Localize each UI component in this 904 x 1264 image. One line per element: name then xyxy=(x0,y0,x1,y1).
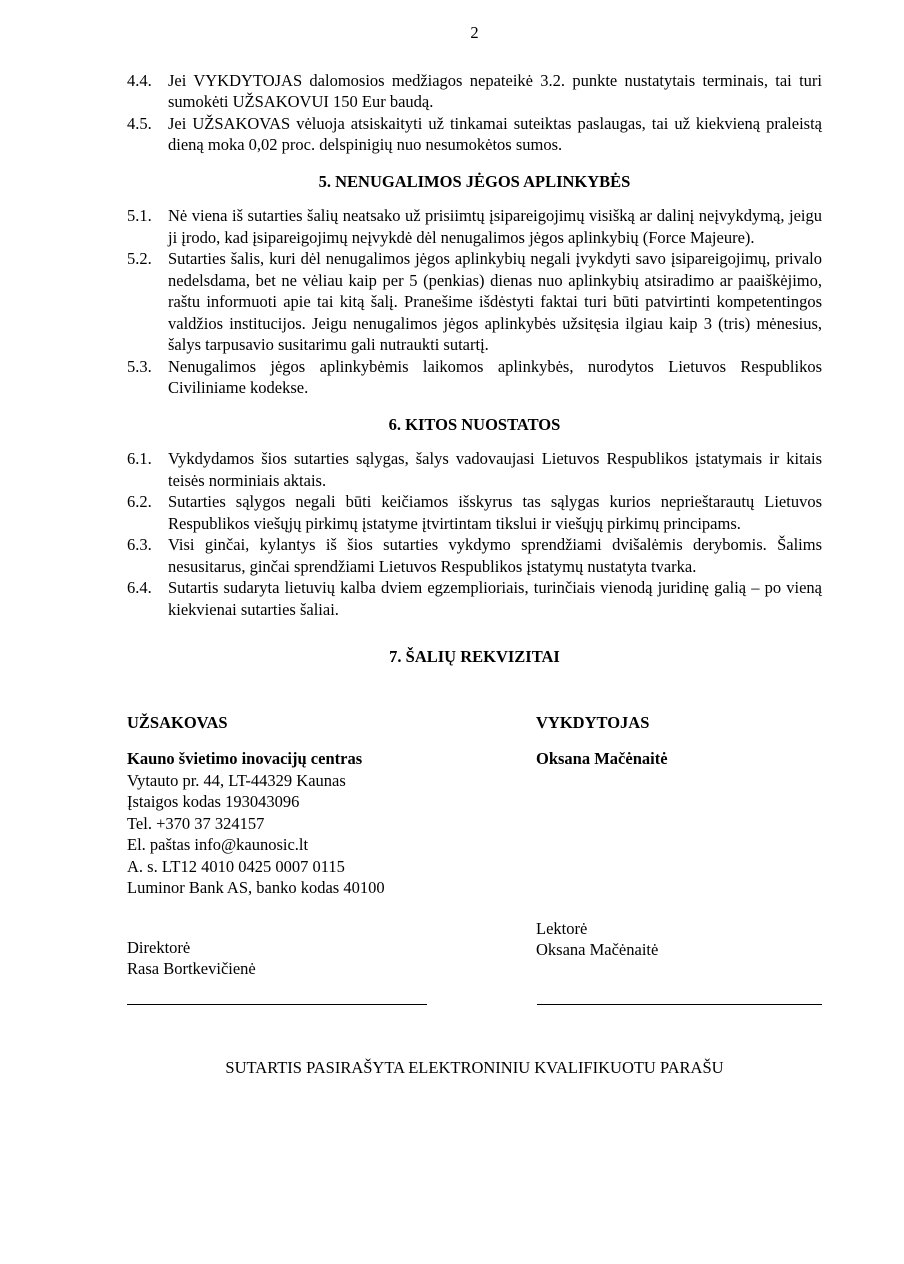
requisites-contractor-column xyxy=(536,712,822,980)
clause-text: Visi ginčai, kylantys iš šios sutarties vykdymo sprendžiami dvišalėmis derybomis. Šalims nesusitarus, ginčai sprendžiami Lietuvos Respublikos įstatymų nustatyta tvarka. xyxy=(168,535,822,576)
clause-number: 5.2. xyxy=(127,249,152,268)
section-5-title: 5. NENUGALIMOS JĖGOS APLINKYBĖS xyxy=(318,171,631,191)
clause-text: Nenugalimos jėgos aplinkybėmis laikomos aplinkybės, nurodytos Lietuvos Respublikos Civiliniame kodekse. xyxy=(168,356,822,397)
contractor-org-name: Oksana Mačėnaitė xyxy=(536,749,668,768)
customer-phone: Tel. +370 37 324157 xyxy=(127,813,265,833)
clause-6-1 xyxy=(127,448,822,491)
clause-number: 4.5. xyxy=(127,113,152,133)
clause-text: Nė viena iš sutarties šalių neatsako už prisiimtų įsipareigojimų visišką ar dalinį neįvykdymą, jeigu ji įrodo, kad įsipareigojimų neįvykdė dėl nenugalimos jėgos aplinkybių (Force Majeure). xyxy=(168,206,822,247)
customer-signature-line xyxy=(127,1004,427,1005)
clause-number: 6.2. xyxy=(127,492,152,511)
clause-5-3 xyxy=(127,356,822,399)
clause-6-2 xyxy=(127,491,822,534)
section-6-title: 6. KITOS NUOSTATOS xyxy=(388,414,561,434)
requisites-section xyxy=(127,712,822,980)
page-number: 2 xyxy=(470,23,479,42)
clause-text: Jei VYKDYTOJAS dalomosios medžiagos nepateikė 3.2. punkte nustatytais terminais, tai turi sumokėti UŽSAKOVUI 150 Eur baudą. xyxy=(168,70,822,111)
customer-email: El. paštas info@kaunosic.lt xyxy=(127,835,309,854)
customer-org-code: Įstaigos kodas 193043096 xyxy=(127,792,300,811)
clause-4-5 xyxy=(127,113,822,156)
clause-text: Sutarties šalis, kuri dėl nenugalimos jėgos aplinkybių negali įvykdyti savo įsipareigojimų, privalo nedelsdama, bet ne vėliau kaip per 5 (penkias) dienas nuo aplinkybių atsiradimo ar paaiškėjimo, raštu informuoti apie tai kitą šalį. Pranešime išdėstyti faktai turi būti patvirtinti kompetentingos valdžios institucijos. Jeigu nenugalimos jėgos aplinkybės užsitęsia ilgiau kaip 3 (tris) mėnesius, šalys tarpusavio susitarimu gali nutraukti sutartį. xyxy=(168,249,822,354)
requisites-customer-column xyxy=(127,712,536,980)
customer-org-name: Kauno švietimo inovacijų centras xyxy=(127,749,363,768)
customer-address: Vytauto pr. 44, LT-44329 Kaunas xyxy=(127,770,346,790)
customer-signer xyxy=(127,937,536,980)
clause-number: 6.3. xyxy=(127,535,152,554)
customer-bank-account: A. s. LT12 4010 0425 0007 0115 xyxy=(127,856,345,876)
clause-text: Jei UŽSAKOVAS vėluoja atsiskaityti už tinkamai suteiktas paslaugas, tai už kiekvieną praleistą dieną moka 0,02 proc. delspinigių nuo nesumokėtos sumos. xyxy=(168,113,822,154)
customer-signer-title: Direktorė xyxy=(127,937,191,957)
clause-number: 5.1. xyxy=(127,206,152,225)
clause-number: 4.4. xyxy=(127,70,152,90)
contractor-header: VYKDYTOJAS xyxy=(536,712,650,732)
electronic-signature-note: SUTARTIS PASIRAŠYTA ELEKTRONINIU KVALIFIKUOTU PARAŠU xyxy=(225,1057,724,1077)
contractor-signer-name: Oksana Mačėnaitė xyxy=(536,940,659,959)
contractor-signer-title: Lektorė xyxy=(536,918,588,938)
clause-4-4 xyxy=(127,70,822,113)
clause-6-3 xyxy=(127,534,822,577)
clause-text: Sutartis sudaryta lietuvių kalba dviem egzemplioriais, turinčiais vienodą juridinę galią – po vieną kiekvienai sutarties šaliai. xyxy=(168,578,822,619)
clause-text: Sutarties sąlygos negali būti keičiamos išskyrus tas sąlygas kurios neprieštarautų Lietuvos Respublikos viešųjų pirkimų įstatyme įtvirtintam tikslui ir viešųjų pirkimų principams. xyxy=(168,492,822,533)
customer-bank-name: Luminor Bank AS, banko kodas 40100 xyxy=(127,878,385,897)
signature-row xyxy=(127,1004,822,1005)
customer-header: UŽSAKOVAS xyxy=(127,712,228,732)
clause-number: 5.3. xyxy=(127,356,152,376)
contractor-signature-line xyxy=(537,1004,822,1005)
clause-number: 6.4. xyxy=(127,578,152,597)
section-7-title: 7. ŠALIŲ REKVIZITAI xyxy=(389,647,560,666)
clause-6-4 xyxy=(127,577,822,620)
clause-5-1 xyxy=(127,205,822,248)
clause-text: Vykdydamos šios sutarties sąlygas, šalys vadovaujasi Lietuvos Respublikos įstatymais ir kitais teisės norminiais aktais. xyxy=(168,449,822,490)
contractor-signer xyxy=(536,918,822,961)
clause-number: 6.1. xyxy=(127,449,152,468)
clause-5-2 xyxy=(127,248,822,356)
customer-signer-name: Rasa Bortkevičienė xyxy=(127,959,256,978)
